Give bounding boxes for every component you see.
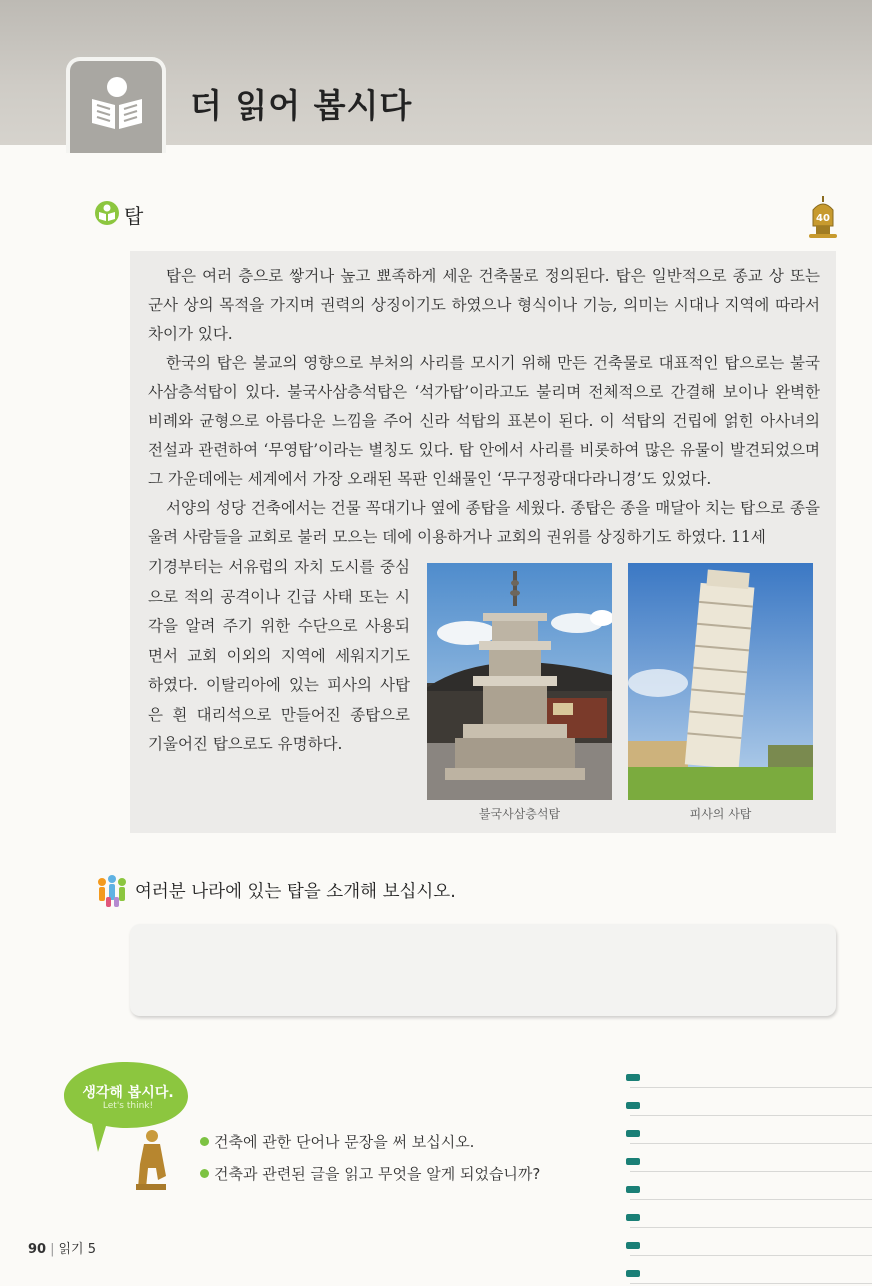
spiral-binding-icon xyxy=(622,1072,642,1286)
thinker-figure xyxy=(136,1130,166,1190)
bullet-icon xyxy=(200,1137,209,1146)
think-item-text: 건축과 관련된 글을 읽고 무엇을 알게 되었습니까? xyxy=(214,1165,541,1183)
book-name: 읽기 5 xyxy=(58,1242,97,1257)
bullet-icon xyxy=(200,1169,209,1178)
leaning-tower-caption: 피사의 사탑 xyxy=(689,807,752,821)
think-list xyxy=(200,1130,540,1194)
notebook-paper xyxy=(630,1060,872,1286)
lesson-bell-icon xyxy=(806,196,840,244)
think-title: 생각해 봅시다. xyxy=(82,1085,174,1101)
pagoda-photo xyxy=(427,563,612,800)
leaning-tower-photo xyxy=(628,563,813,800)
paragraph-3-continued: 기경부터는 서유럽의 자치 도시를 중심으로 적의 공격이나 긴급 사태 또는 시각을 알려 주기 위한 수단으로 사용되면서 교회 이외의 지역에 세워지기도 하였다. 이탈리아에 있는 피사의 사탑은 흰 대리석으로 만들어진 종탑으로 기울어진 탑으로도 유명하다. xyxy=(148,558,410,753)
section-book-icon xyxy=(94,200,120,226)
lesson-number: 40 xyxy=(816,213,830,224)
pagoda-caption: 불국사삼층석탑 xyxy=(478,807,561,821)
page-number: 90 xyxy=(28,1242,47,1257)
task-prompt: 여러분 나라에 있는 탑을 소개해 보십시오. xyxy=(135,882,456,902)
page-footer: 90 | 읽기 5 xyxy=(28,1242,97,1257)
answer-area[interactable] xyxy=(130,924,836,1016)
think-item-text: 건축에 관한 단어나 문장을 써 보십시오. xyxy=(214,1133,475,1151)
think-item xyxy=(200,1162,540,1194)
think-item xyxy=(200,1130,540,1162)
section-title: 탑 xyxy=(124,204,144,228)
paragraph-2: 한국의 탑은 불교의 영향으로 부처의 사리를 모시기 위해 만든 건축물로 대표적인 탑으로는 불국사삼층석탑이 있다. 불국사삼층석탑은 ‘석가탑’이라고도 불리며 전체적으로 간결해 보이나 완벽한 비례와 균형으로 아름다운 느낌을 주어 신라 석탑의 표본이 된다. 이 석탑의 건립에 얽힌 아사녀의 전설과 관련하여 ‘무영탑’이라는 별칭도 있다. 탑 안에서 사리를 비롯하여 많은 유물이 발견되었으며 그 가운데에는 세계에서 가장 오래된 목판 인쇄물인 ‘무구정광대다라니경’도 있었다. xyxy=(148,354,820,488)
book-reading-icon xyxy=(66,57,166,153)
think-subtitle: Let's think! xyxy=(102,1101,154,1111)
page-title: 더 읽어 봅시다 xyxy=(190,86,413,125)
people-group-icon xyxy=(94,873,130,909)
paragraph-3: 서양의 성당 건축에서는 건물 꼭대기나 옆에 종탑을 세웠다. 종탑은 종을 매달아 치는 탑으로 종을 울려 사람들을 교회로 불러 모으는 데에 이용하거나 교회의 권위를 상징하기도 하였다. 11세 xyxy=(148,499,820,546)
think-bubble-icon xyxy=(62,1060,202,1200)
paragraph-1: 탑은 여러 층으로 쌓거나 높고 뾰족하게 세운 건축물로 정의된다. 탑은 일반적으로 종교 상 또는 군사 상의 목적을 가지며 권력의 상징이기도 하였으나 형식이나 기능, 의미는 시대나 지역에 따라서 차이가 있다. xyxy=(148,267,820,343)
